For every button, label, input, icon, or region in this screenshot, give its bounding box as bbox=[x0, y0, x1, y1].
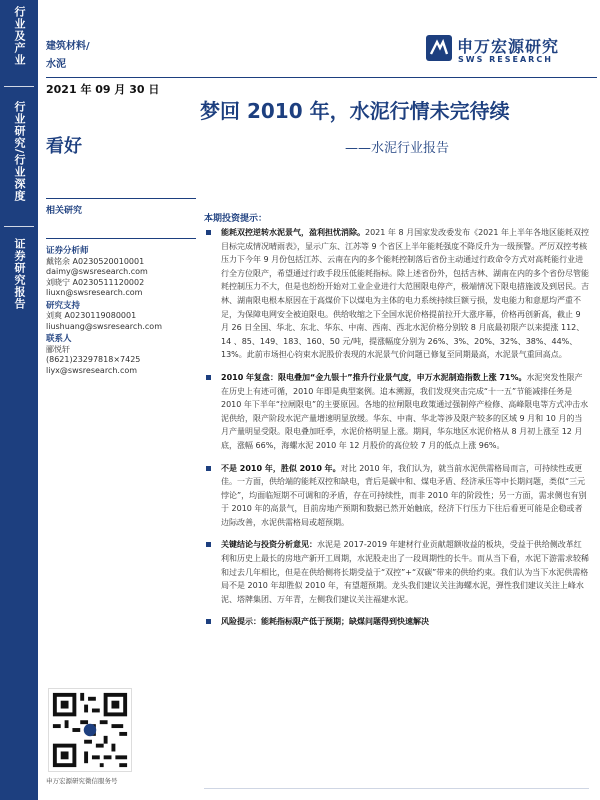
sidebar bbox=[0, 0, 38, 800]
report-date: 2021 年 09 月 30 日 bbox=[46, 83, 160, 96]
brand-mark-icon bbox=[425, 34, 453, 62]
contacts-block bbox=[46, 244, 196, 376]
brand-logo bbox=[425, 32, 597, 72]
contact-name: 郦悦轩 bbox=[46, 344, 70, 354]
contact-header: 联系人 bbox=[46, 334, 72, 344]
analyst-header: 证券分析师 bbox=[46, 246, 89, 256]
paragraph-lead: 不是 2010 年，胜似 2010 年。 bbox=[221, 463, 341, 473]
paragraph bbox=[204, 462, 589, 530]
industry-line2: 水泥 bbox=[46, 59, 66, 70]
bullet-square-icon bbox=[206, 230, 211, 235]
paragraph bbox=[204, 226, 589, 362]
sidebar-category-label: 行业及产业 bbox=[13, 6, 26, 66]
paragraph-lead: 2010 年复盘：限电叠加“金九银十”推升行业景气度，申万水泥制造指数上涨 71%。 bbox=[221, 372, 527, 382]
paragraph-text: 能耗指标限产低于预期；缺煤问题得到快速解决 bbox=[261, 617, 429, 627]
report-title: 梦回 2010 年，水泥行情未完待续 bbox=[200, 99, 510, 123]
paragraph-text: 对比 2010 年，我们认为，就当前水泥供需格局而言，可持续性或更佳。一方面，供给端的能耗双控和缺电，背后是碳中和、煤电矛盾、经济承压等中长期问题，类似“三元悖论”，均面临短期不可调和的矛盾，存在可持续性，而非 2010 年的阶段性；另一方面，需求侧也有别于 2010 年的高景气，目前房地产预期和数据已然开始触底，经济下行压力下往后看更可能是企稳或者边际改善，水泥供需格局或超预期。 bbox=[221, 463, 587, 527]
contact-phone: (8621)23297818×7425 bbox=[46, 355, 141, 364]
rating-label: 看好 bbox=[46, 136, 82, 157]
support-email[interactable]: liushuang@swsresearch.com bbox=[46, 321, 162, 331]
left-rule bbox=[46, 238, 196, 239]
report-subtitle: ——水泥行业报告 bbox=[345, 141, 450, 156]
industry-label bbox=[46, 38, 90, 74]
contact-email[interactable]: liyx@swsresearch.com bbox=[46, 365, 138, 375]
bullet-square-icon bbox=[206, 619, 211, 624]
sidebar-report-class-label: 证券研究报告 bbox=[13, 238, 26, 310]
footer-rule bbox=[204, 788, 589, 789]
paragraph bbox=[204, 371, 589, 453]
paragraph bbox=[204, 538, 589, 606]
support-header: 研究支持 bbox=[46, 300, 81, 311]
analyst-line: 刘晓宁 A0230511120002 bbox=[46, 277, 145, 287]
sidebar-report-type-label: 行业研究/行业深度 bbox=[13, 101, 26, 203]
report-body bbox=[204, 226, 589, 638]
paragraph-text: 2021 年 8 月国家发改委发布《2021 年上半年各地区能耗双控目标完成情况晴雨表》，显示广东、江苏等 9 个省区上半年能耗强度不降反升为一级预警。严厉双控考核压力下今年 9 月份包括江苏、云南在内的多个能耗控制落后省份主动通过行政命令方式对高耗能行业进行全方位限产，希望通过行政手段压低能耗指标。除上述省份外，包括吉林、湖南在内的多个省份尽管能耗控制压力不大，但是也纷纷开始对工业企业进行大范围限电停产，极端情况下限电措施波及到居民。吉林、湖南限电根本原因在于高煤价下以煤电为主体的电力系统持续巨额亏损，发电能力和意愿均严重不足，为保障电网安全被迫限电。供给收缩之下全国水泥价格提前拉开大涨序幕，价格再创新高，截止 9 月 26 日全国、华北、东北、华东、中南、西南、西北水泥价格分别较 8 月底最初限产以来提涨 112、14 、85、149、183、160、50 元/吨，提涨幅度分别为 26%、3%、20%、32%、38%、44%、13%。此前市场担心钧束水泥股价表现的水泥景气价问题已修复至同期最高，水泥景气重回高点。 bbox=[221, 228, 589, 360]
sidebar-divider bbox=[4, 86, 34, 87]
analyst-email[interactable]: liuxn@swsresearch.com bbox=[46, 288, 143, 297]
paragraph-lead: 能耗双控逆转水泥景气，盈利担忧消除。 bbox=[221, 228, 365, 237]
analyst-email[interactable]: daimy@swsresearch.com bbox=[46, 267, 148, 276]
bullet-square-icon bbox=[206, 466, 211, 471]
left-rule bbox=[46, 198, 196, 199]
bullet-square-icon bbox=[206, 542, 211, 547]
support-line: 刘爽 A0230119080001 bbox=[46, 311, 137, 320]
sidebar-divider bbox=[4, 226, 34, 227]
paragraph-text: 水泥是 2017-2019 年建材行业贡献超额收益的板块，受益于供给侧改革红利和历史上最长的房地产新开工周期，水泥股走出了一段周期性的长牛。而从当下看，水泥下游需求较稀和过去几年相比，但是在供给侧将长期受益于“双控”+“双碳”带来的供给约束。我们认为当下水泥供需格局不是 2010 年却胜似 2010 年，有望超预期。龙头我们建议关注海螺水泥，弹性我们建议关注上峰水泥、塔牌集团、万年青，左侧我们建议关注福建水泥。 bbox=[221, 540, 589, 604]
highlights-label: 本期投资提示： bbox=[204, 214, 268, 224]
qr-code-icon bbox=[48, 688, 132, 772]
related-research-label: 相关研究 bbox=[46, 206, 83, 216]
brand-name-cn: 申万宏源研究 bbox=[457, 37, 560, 56]
paragraph-lead: 关键结论与投资分析意见： bbox=[221, 540, 317, 550]
header-rule bbox=[46, 77, 597, 78]
paragraph-lead: 风险提示： bbox=[221, 617, 261, 627]
analyst-line: 戴铭余 A0230520010001 bbox=[46, 256, 145, 266]
bullet-square-icon bbox=[206, 375, 211, 380]
industry-line1: 建筑材料/ bbox=[46, 41, 90, 52]
paragraph bbox=[204, 615, 589, 629]
qr-caption: 申万宏源研究微信服务号 bbox=[46, 777, 118, 785]
brand-name-en: SWS RESEARCH bbox=[458, 55, 553, 64]
paragraph-text: 水泥突发性限产在历史上有迹可循，2010 年即是典型案例。追本溯源，我们发现突击完成“十一五”节能减排任务是 2010 年下半年“拉闸限电”的主要原因。各地的拉闸限电政策通过强制停产检修、高峰限电等方式冲击水泥供给，限产阶段水泥产量增速明显放缓。华东、中南、华北等涉及限产较多的区域 9 月和 10 月的当月产量明显受限。限电叠加旺季，水泥价格明显上涨。期间，华东地区水泥价格从 8 月初上涨至 12 月底，涨幅 66%，海螺水泥 2010 年 12 月股价的高位较 7 月的低点上涨 96%。 bbox=[221, 372, 589, 450]
